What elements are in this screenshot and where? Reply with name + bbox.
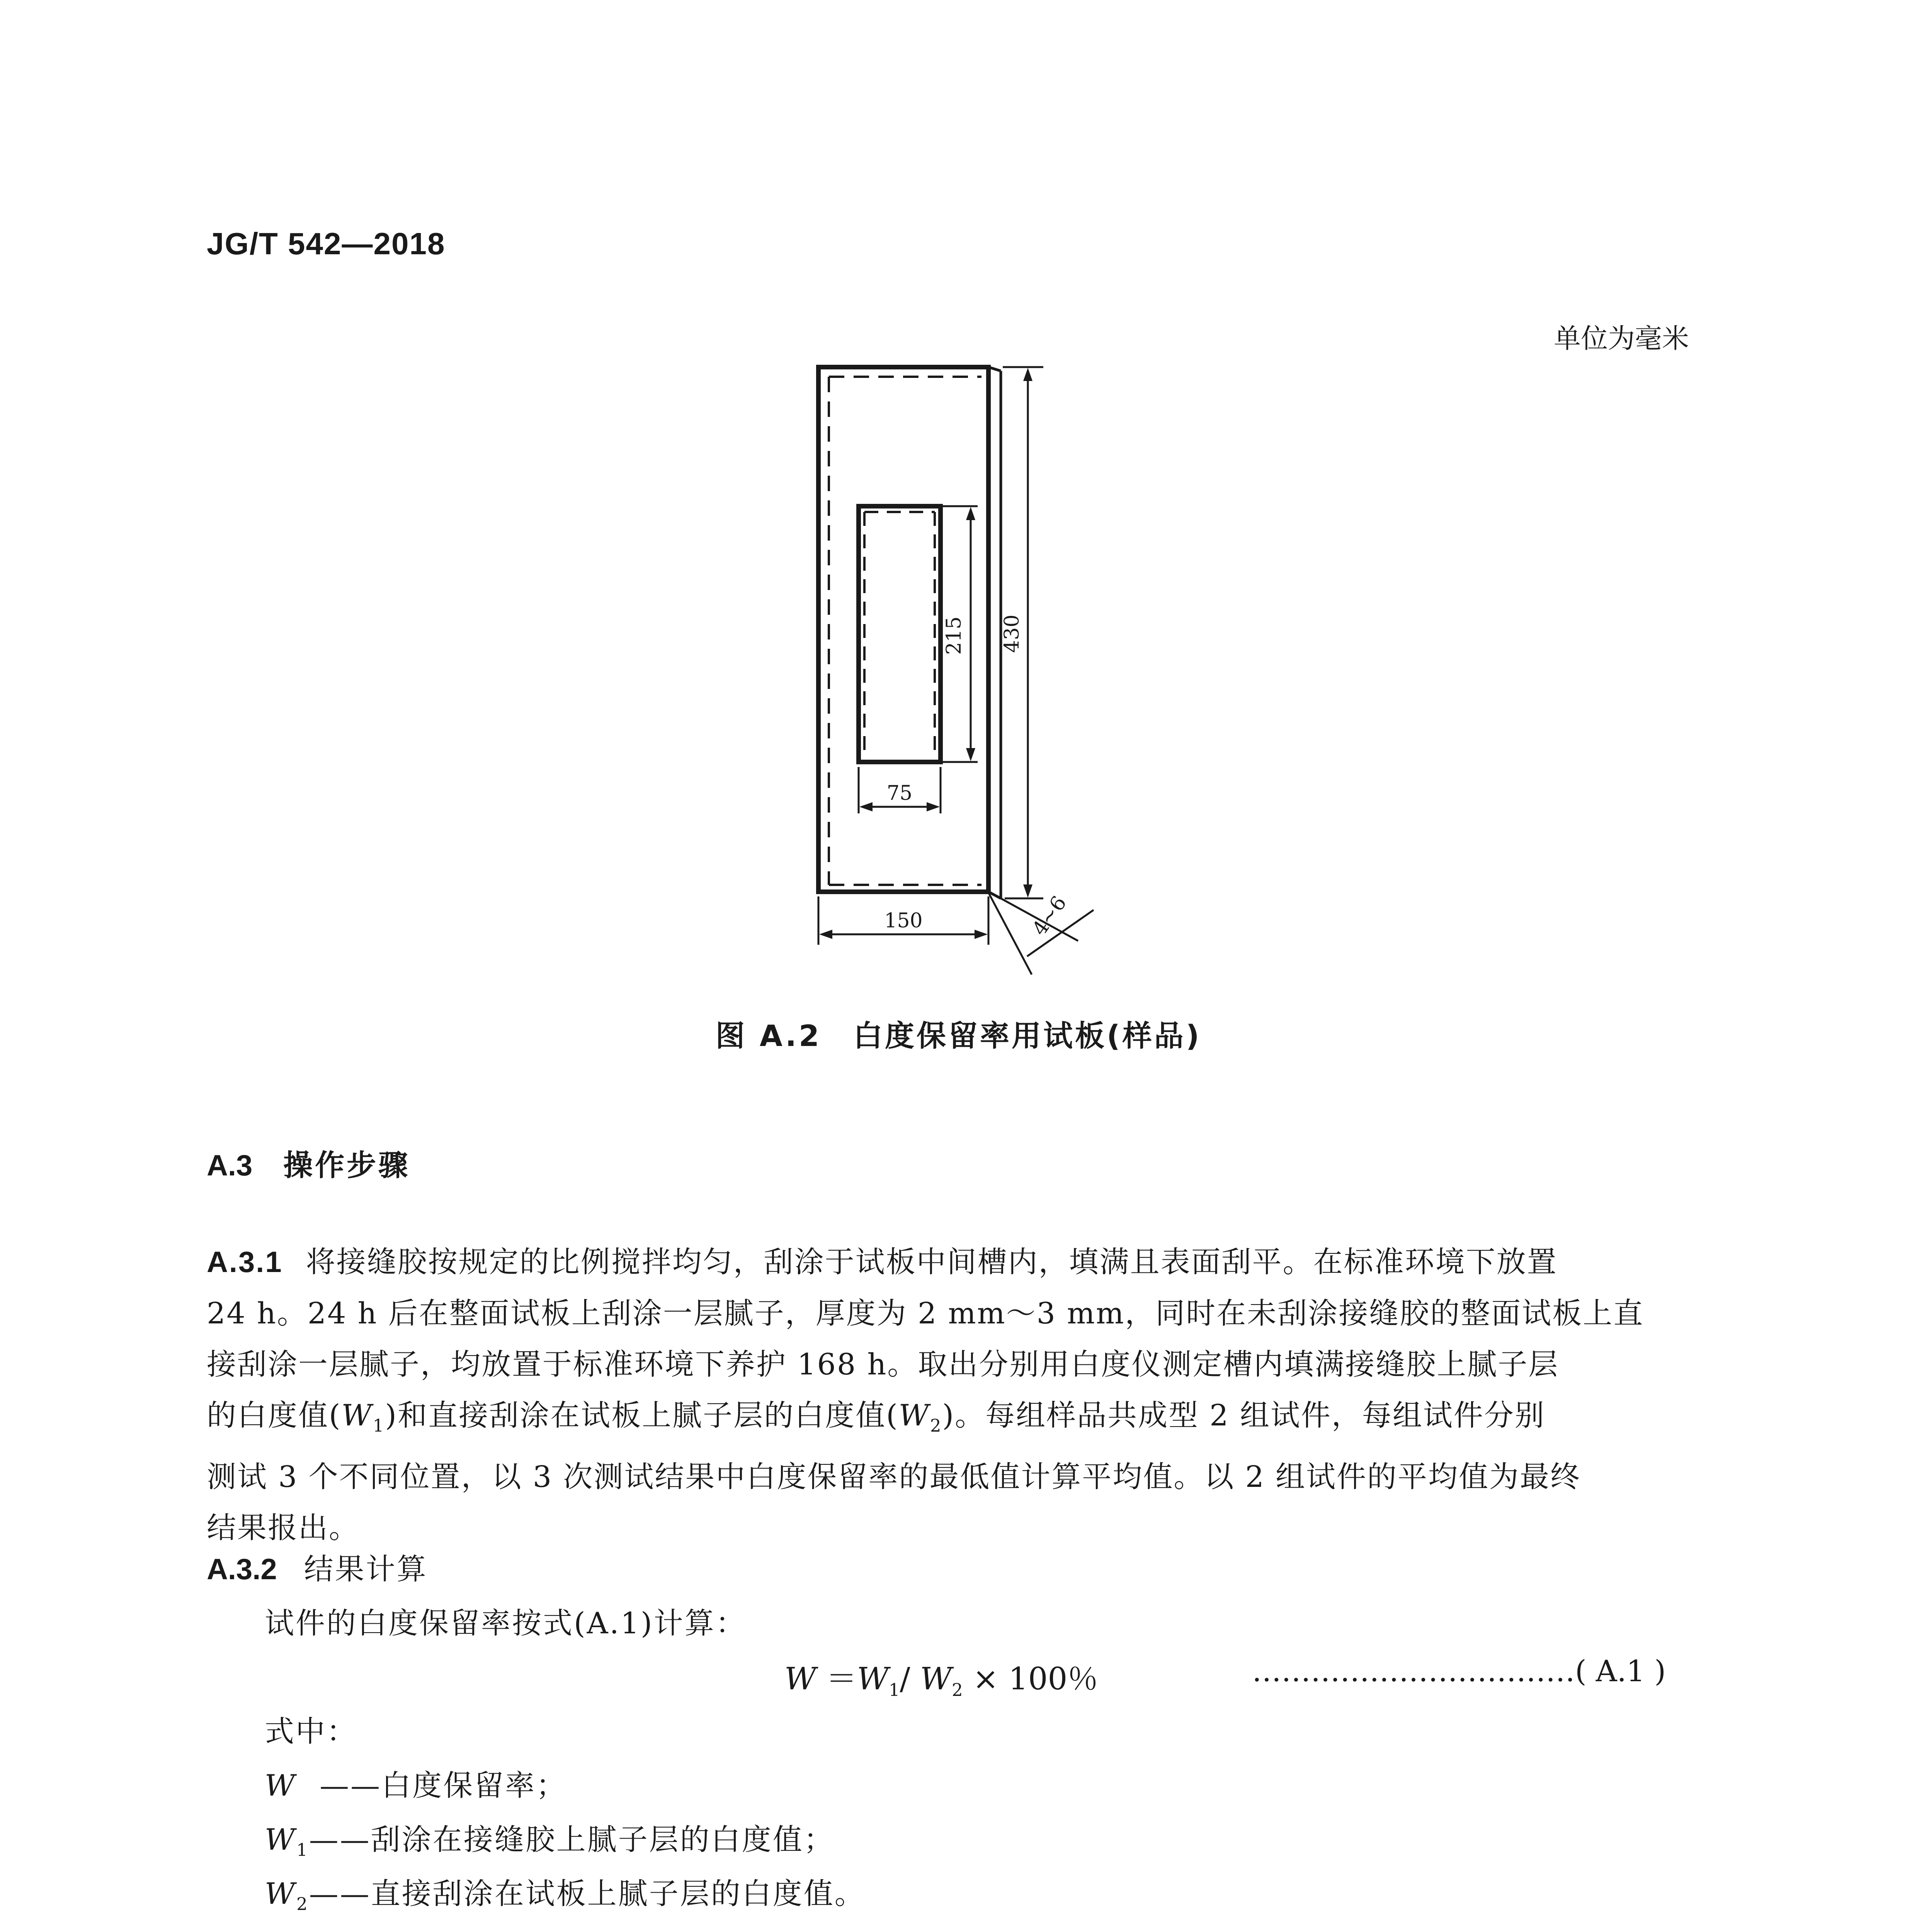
height-label: 430 [1000,614,1024,653]
clause-a32-number: A.3.2 [207,1553,277,1586]
figure-caption: 图 A.2 白度保留率用试板(样品) [715,1019,1202,1053]
slot-height-label: 215 [942,616,966,655]
clause-a32-heading [207,1546,428,1588]
formula-intro: 试件的白度保留率按式(A.1)计算： [265,1606,747,1640]
slot-width-label: 75 [886,782,913,805]
definition-w: W ——白度保留率； [265,1768,567,1803]
section-number: A.3 [207,1149,253,1182]
section-heading [207,1142,410,1184]
clause-a31-line4: 的白度值$(W_1)$和直接刮涂在试板上腻子层的白度值$(W_2)$。每组样品共成型 2 组试件，每组试件分别 [207,1398,1545,1436]
clause-a31-line6: 结果报出。 [207,1510,359,1545]
formula-a1: $W =W_1/$ $W_2 \times 100$％ [784,1661,1099,1700]
clause-a31-line2: 24 h。24 h 后在整面试板上刮涂一层腻子，厚度为 2 mm～3 mm，同时在未刮涂接缝胶的整面试板上直 [207,1296,1644,1330]
formula-number: ……………………………( A.1 ) [1252,1654,1666,1688]
clause-a31 [207,1236,1714,1553]
definition-w1: $W_1——$刮涂在接缝胶上腻子层的白度值； [265,1822,835,1861]
width-label: 150 [884,909,923,932]
clause-a31-number: A.3.1 [207,1246,283,1279]
clause-a31-line3: 接刮涂一层腻子，均放置于标准环境下养护 168 h。取出分别用白度仪测定槽内填满接缝胶上腻子层 [207,1347,1559,1381]
standard-code: JG/T 542—2018 [207,226,446,261]
slot-outline [859,506,941,762]
clause-a32-title: 结果计算 [304,1552,428,1586]
unit-note: 单位为毫米 [1554,323,1689,354]
clause-a31-line1: 将接缝胶按规定的比例搅拌均匀，刮涂于试板中间槽内，填满且表面刮平。在标准环境下放置 [306,1245,1558,1279]
definition-w2: $W_2——$直接刮涂在试板上腻子层的白度值。 [265,1876,866,1915]
thickness-label: 4~6 [1028,892,1072,940]
clause-a31-line5: 测试 3 个不同位置，以 3 次测试结果中白度保留率的最低值计算平均值。以 2 组试件的平均值为最终 [207,1459,1581,1494]
where-label: 式中： [265,1714,357,1748]
section-title: 操作步骤 [283,1148,410,1182]
